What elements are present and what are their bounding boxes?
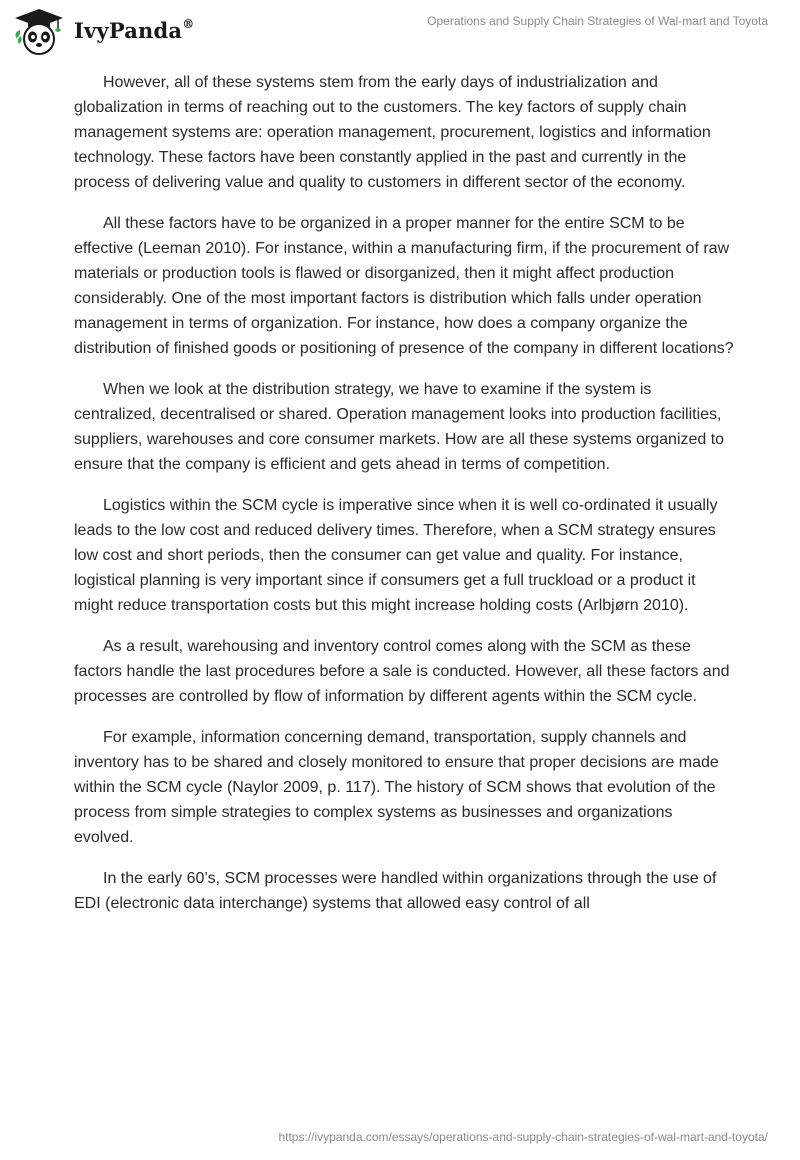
page-header	[0, 0, 800, 60]
paragraph: For example, information concerning demand, transportation, supply channels and inventory has to be shared and closely monitored to ensure that proper decisions are made within the SCM cycle (Naylor 2009, p. 117). The history of SCM shows that evolution of the process from simple strategies to complex systems as businesses and organizations evolved.	[74, 729, 719, 846]
essay-body	[74, 70, 734, 932]
paragraph: All these factors have to be organized in a proper manner for the entire SCM to be effective (Leeman 2010). For instance, within a manufacturing firm, if the procurement of raw materials or production tools is flawed or disorganized, then it might affect production considerably. One of the most important factors is distribution which falls under operation management in terms of organization. For instance, how does a company organize the distribution of finished goods or positioning of presence of the company in different locations?	[74, 215, 734, 357]
brand-text: IvyPanda	[74, 18, 183, 43]
brand-name[interactable]	[74, 18, 194, 43]
panda-graduate-icon[interactable]	[14, 8, 64, 56]
paragraph: Logistics within the SCM cycle is imperative since when it is well co-ordinated it usually leads to the low cost and reduced delivery times. Therefore, when a SCM strategy ensures low cost and short periods, then the consumer can get value and quality. For instance, logistical planning is very important since if consumers get a full truckload or a product it might reduce transportation costs but this might increase holding costs (Arlbjørn 2010).	[74, 497, 718, 614]
paragraph: In the early 60’s, SCM processes were handled within organizations through the use of EDI (electronic data interchange) systems that allowed easy control of all	[74, 870, 717, 912]
paragraph: When we look at the distribution strategy, we have to examine if the system is centralized, decentralised or shared. Operation management looks into production facilities, suppliers, warehouses and core consumer markets. How are all these systems organized to ensure that the company is efficient and gets ahead in terms of competition.	[74, 381, 725, 473]
paragraph: However, all of these systems stem from the early days of industrialization and globalization in terms of reaching out to the customers. The key factors of supply chain management systems are: operation management, procurement, logistics and information technology. These factors have been constantly applied in the past and currently in the process of delivering value and quality to customers in different sector of the economy.	[74, 74, 711, 191]
source-url-link[interactable]: https://ivypanda.com/essays/operations-and-supply-chain-strategies-of-wal-mart-and-toyota/	[278, 1130, 768, 1144]
registered-mark: ®	[182, 17, 195, 31]
document-title: Operations and Supply Chain Strategies of Wal-mart and Toyota	[427, 14, 768, 28]
paragraph: As a result, warehousing and inventory control comes along with the SCM as these factors handle the last procedures before a sale is conducted. However, all these factors and processes are controlled by flow of information by different agents within the SCM cycle.	[74, 638, 730, 705]
